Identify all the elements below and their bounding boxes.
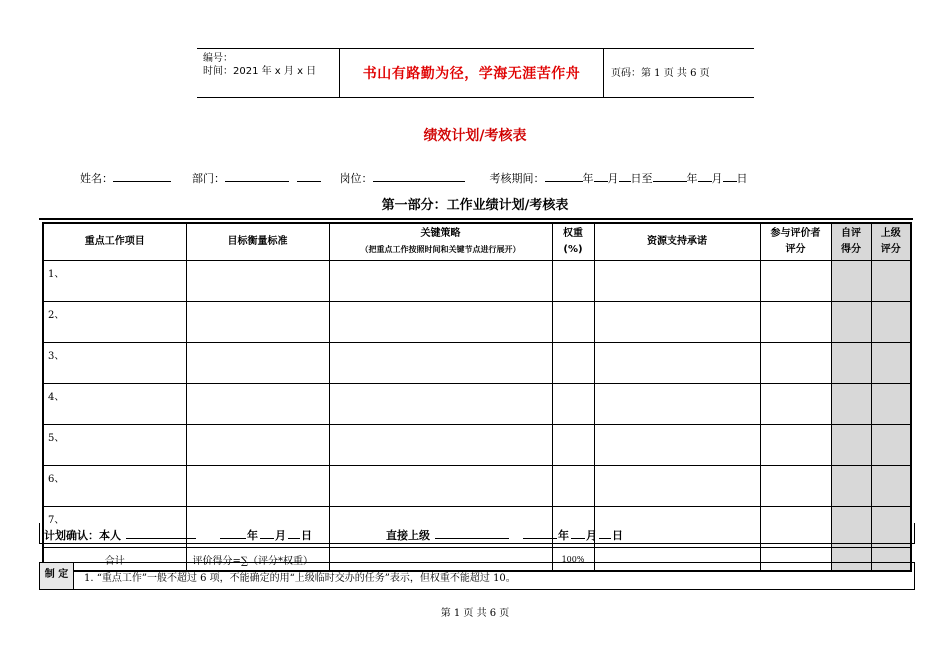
confirm-month-label: 月 (275, 529, 286, 542)
plan-confirmation (39, 523, 915, 544)
row-superior-cell[interactable] (871, 302, 911, 343)
row-evaluator-cell[interactable] (760, 425, 831, 466)
table-row (43, 425, 911, 466)
row-superior-cell[interactable] (871, 466, 911, 507)
row-self-cell[interactable] (831, 425, 871, 466)
period-day2-blank[interactable] (723, 171, 737, 182)
table-row (43, 261, 911, 302)
notes-label: 制 定 (40, 563, 74, 589)
superior-day-blank[interactable] (599, 538, 611, 539)
year-label-2: 年 (686, 172, 698, 185)
confirm-year-blank[interactable] (220, 538, 246, 539)
row-item-cell[interactable]: 5、 (43, 425, 186, 466)
row-evaluator-cell[interactable] (760, 343, 831, 384)
row-strategy-cell[interactable] (329, 466, 552, 507)
period-label: 考核期间： (489, 172, 545, 185)
dept-label: 部门： (192, 172, 225, 185)
row-evaluator-cell[interactable] (760, 384, 831, 425)
row-self-cell[interactable] (831, 261, 871, 302)
post-label: 岗位： (339, 172, 373, 185)
confirm-label: 计划确认：本人 (44, 529, 121, 542)
row-superior-cell[interactable] (871, 261, 911, 302)
row-strategy-cell[interactable] (329, 343, 552, 384)
row-weight-cell[interactable] (552, 425, 594, 466)
row-resource-cell[interactable] (594, 466, 760, 507)
confirm-year-label: 年 (247, 529, 258, 542)
name-blank[interactable] (113, 171, 171, 182)
row-item-cell[interactable]: 7、 (43, 507, 186, 548)
row-strategy-cell[interactable] (329, 261, 552, 302)
col-self: 自评得分 (831, 223, 871, 261)
row-strategy-cell[interactable] (329, 302, 552, 343)
row-weight-cell[interactable] (552, 343, 594, 384)
superior-signature-blank[interactable] (435, 538, 509, 539)
superior-day-label: 日 (612, 529, 623, 542)
row-target-cell[interactable] (186, 384, 329, 425)
row-self-cell[interactable] (831, 343, 871, 384)
period-year1-blank[interactable] (545, 171, 583, 182)
col-weight (552, 223, 594, 261)
row-evaluator-cell[interactable] (760, 302, 831, 343)
divider (39, 218, 913, 220)
number-label: 编号： (203, 53, 233, 64)
period-day1-blank[interactable] (619, 171, 631, 182)
header-meta-cell (197, 49, 340, 97)
time-label: 时间：2021 年 x 月 x 日 (203, 66, 317, 77)
row-evaluator-cell[interactable] (760, 261, 831, 302)
table-row (43, 384, 911, 425)
superior-label: 直接上级 (386, 529, 430, 542)
superior-year-blank[interactable] (523, 538, 557, 539)
row-self-cell[interactable] (831, 466, 871, 507)
row-resource-cell[interactable] (594, 384, 760, 425)
superior-month-label: 月 (586, 529, 597, 542)
employee-info-row (80, 170, 748, 186)
motto: 书山有路勤为径，学海无涯苦作舟 (362, 66, 581, 82)
row-target-cell[interactable] (186, 466, 329, 507)
notes-text: 1. “重点工作”一般不超过 6 项，不能确定的用“上级临时交办的任务”表示，但权重不能超过 10。 (84, 573, 516, 584)
header-page-cell (603, 49, 755, 97)
row-item-cell[interactable]: 6、 (43, 466, 186, 507)
superior-year-label: 年 (558, 529, 569, 542)
post-blank[interactable] (373, 171, 465, 182)
month-label-2: 月 (711, 172, 723, 185)
row-target-cell[interactable] (186, 425, 329, 466)
table-header-row (43, 223, 911, 261)
row-resource-cell[interactable] (594, 302, 760, 343)
row-weight-cell[interactable] (552, 261, 594, 302)
row-item-cell[interactable]: 4、 (43, 384, 186, 425)
col-item: 重点工作项目 (43, 223, 186, 261)
row-resource-cell[interactable] (594, 343, 760, 384)
row-resource-cell[interactable] (594, 425, 760, 466)
row-weight-cell[interactable] (552, 466, 594, 507)
col-weight-label: 权重 (563, 228, 583, 239)
row-item-cell[interactable]: 1、 (43, 261, 186, 302)
page-footer: 第 1 页 共 6 页 (440, 608, 510, 619)
row-weight-cell[interactable] (552, 302, 594, 343)
period-year2-blank[interactable] (653, 171, 687, 182)
col-strategy (329, 223, 552, 261)
col-resource: 资源支持承诺 (594, 223, 760, 261)
page-label: 页码：第 1 页 共 6 页 (611, 68, 710, 79)
row-strategy-cell[interactable] (329, 384, 552, 425)
period-month1-blank[interactable] (594, 171, 608, 182)
row-superior-cell[interactable] (871, 425, 911, 466)
row-evaluator-cell[interactable] (760, 466, 831, 507)
section-title: 第一部分：工作业绩计划/考核表 (381, 198, 569, 213)
total-label: 合计 (43, 548, 186, 572)
page-title: 绩效计划/考核表 (423, 128, 527, 144)
row-item-cell[interactable]: 2、 (43, 302, 186, 343)
row-target-cell[interactable] (186, 302, 329, 343)
notes-box (39, 562, 915, 590)
row-self-cell[interactable] (831, 302, 871, 343)
row-superior-cell[interactable] (871, 343, 911, 384)
row-superior-cell[interactable] (871, 384, 911, 425)
day-to-label: 日至 (630, 172, 653, 185)
year-label: 年 (582, 172, 594, 185)
row-target-cell[interactable] (186, 261, 329, 302)
col-strategy-note: （把重点工作按照时间和关键节点进行展开） (360, 245, 521, 254)
total-formula: 评价得分=∑（评分*权重） (186, 548, 329, 572)
col-evaluator: 参与评价者评分 (760, 223, 831, 261)
self-signature-blank[interactable] (126, 538, 196, 539)
confirm-month-blank[interactable] (260, 538, 274, 539)
period-month2-blank[interactable] (698, 171, 712, 182)
confirm-day-label: 日 (301, 529, 312, 542)
col-target: 目标衡量标准 (186, 223, 329, 261)
superior-month-blank[interactable] (571, 538, 585, 539)
row-weight-cell[interactable] (552, 384, 594, 425)
name-label: 姓名： (80, 172, 113, 185)
table-row (43, 302, 911, 343)
month-label: 月 (607, 172, 619, 185)
row-self-cell[interactable] (831, 384, 871, 425)
confirm-day-blank[interactable] (288, 538, 300, 539)
document-header (197, 48, 754, 98)
col-strategy-label: 关键策略 (420, 228, 461, 239)
col-weight-unit: (%) (563, 244, 583, 255)
performance-table (42, 222, 912, 572)
total-weight: 100% (552, 548, 594, 572)
day-label-2: 日 (736, 172, 748, 185)
dept-blank[interactable] (225, 171, 289, 182)
dept-blank-2[interactable] (297, 171, 321, 182)
row-strategy-cell[interactable] (329, 425, 552, 466)
col-superior: 上级评分 (871, 223, 911, 261)
table-row (43, 343, 911, 384)
row-item-cell[interactable]: 3、 (43, 343, 186, 384)
row-resource-cell[interactable] (594, 261, 760, 302)
table-row (43, 466, 911, 507)
row-target-cell[interactable] (186, 343, 329, 384)
